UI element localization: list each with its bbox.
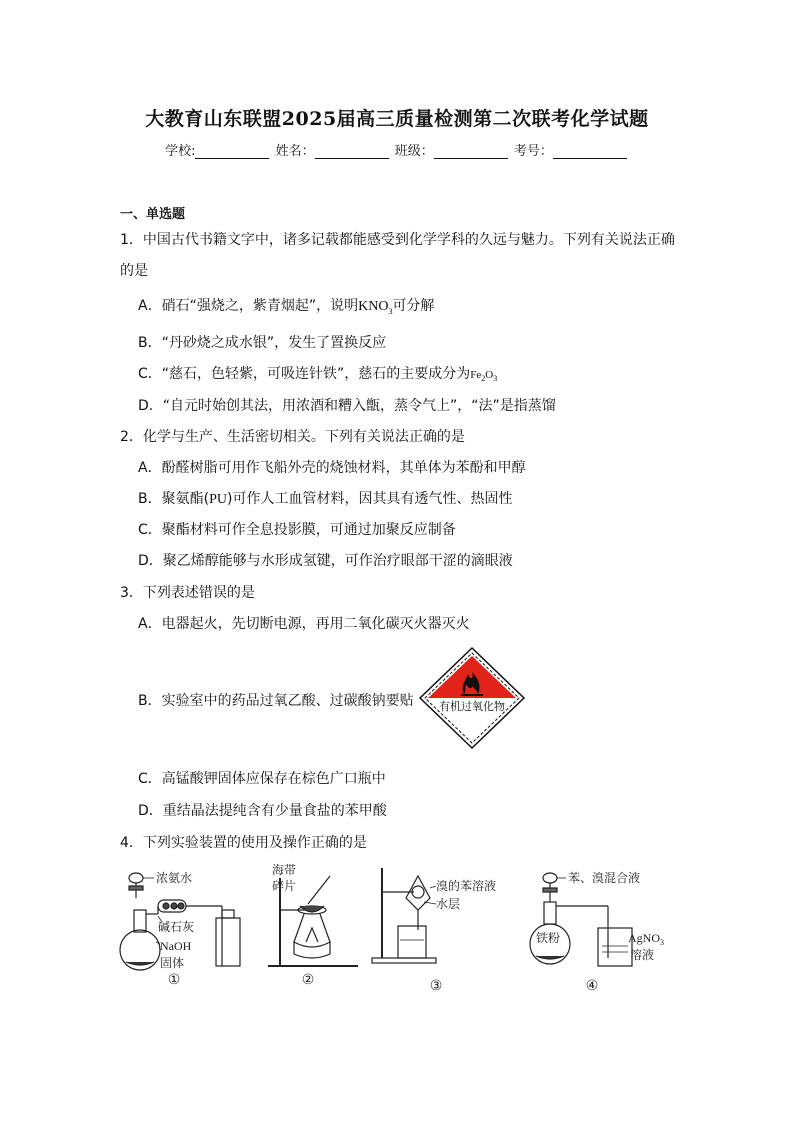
school-label: 学校: xyxy=(165,144,196,159)
app2-label-seaweed: 海带 xyxy=(272,863,297,877)
app3-label-water: 水层 xyxy=(436,897,461,911)
q3-option-a: A．电器起火，先切断电源，再用二氧化碳灭火器灭火 xyxy=(138,616,470,632)
q1-option-a: A．硝石“强烧之，紫青烟起”，说明$KNO_3$可分解 xyxy=(138,298,435,316)
app3-number: ③ xyxy=(429,978,443,994)
q2-option-b: B．聚氨酯(PU)可作人工血管材料，因其具有透气性、热固性 xyxy=(138,491,513,507)
app4-label-iron: 铁粉 xyxy=(536,931,561,945)
name-blank[interactable] xyxy=(315,144,389,159)
formula-kno3: $KNO_3$ xyxy=(358,299,393,316)
q3-option-c: C．高锰酸钾固体应保存在棕色广口瓶中 xyxy=(138,771,386,787)
label-text: 有机过氧化物 xyxy=(439,700,505,713)
formula-fe2o3: $Fe_2O_3$ xyxy=(470,369,498,384)
q2-option-c: C．聚酯材料可作全息投影膜，可通过加聚反应制备 xyxy=(138,522,456,538)
q2-option-d: D．聚乙烯醇能够与水形成氢键，可作治疗眼部干涩的滴眼液 xyxy=(138,553,513,569)
q3-stem: 3．下列表述错误的是 xyxy=(120,585,255,601)
app1-label-naoh: NaOH xyxy=(160,939,192,953)
app1-label-sodalime: 碱石灰 xyxy=(158,920,195,934)
app1-number: ① xyxy=(167,972,181,988)
q3-option-b: B．实验室中的药品过氧乙酸、过碳酸钠要贴 xyxy=(138,693,414,709)
q1-stem-line1: 1．中国古代书籍文字中，诸多记载都能感受到化学学科的久远与魅力。下列有关说法正确 xyxy=(120,232,675,248)
app3-label-bromine: 溴的苯溶液 xyxy=(436,879,497,893)
q1-option-b: B．“丹砂烧之成水银”，发生了置换反应 xyxy=(138,335,387,351)
app4-label-solution: 溶液 xyxy=(630,948,655,962)
page-title: 大教育山东联盟2025届高三质量检测第二次联考化学试题 xyxy=(145,108,649,130)
app2-number: ② xyxy=(301,972,315,988)
q1-option-d: D．“自元时始创其法，用浓酒和糟入甑，蒸令气上”，“法”是指蒸馏 xyxy=(138,398,556,414)
q2-option-a: A．酚醛树脂可用作飞船外壳的烧蚀材料，其单体为苯酚和甲醇 xyxy=(138,460,526,476)
school-blank[interactable] xyxy=(195,144,269,159)
student-info-line xyxy=(0,140,794,159)
number-label: 考号： xyxy=(513,144,553,159)
apparatus-4 xyxy=(530,873,632,966)
q4-stem: 4．下列实验装置的使用及操作正确的是 xyxy=(120,835,367,851)
q1-stem-line2: 的是 xyxy=(120,263,148,279)
q1-option-c: C．“慈石，色轻紫，可吸连针铁”，慈石的主要成分为$Fe_2O_3$ xyxy=(138,366,498,384)
section-heading: 一、单选题 xyxy=(120,207,186,222)
apparatus-3 xyxy=(372,868,436,963)
app2-label-pieces: 碎片 xyxy=(272,879,297,893)
q3-option-d: D．重结晶法提纯含有少量食盐的苯甲酸 xyxy=(138,803,387,819)
class-blank[interactable] xyxy=(434,144,508,159)
q2-stem: 2．化学与生产、生活密切相关。下列有关说法正确的是 xyxy=(120,429,465,445)
organic-peroxide-hazard-label xyxy=(418,646,526,750)
name-label: 姓名： xyxy=(275,144,315,159)
apparatus-figure xyxy=(118,858,678,998)
app1-label-ammonia: 浓氨水 xyxy=(156,871,193,885)
number-blank[interactable] xyxy=(553,144,627,159)
app4-label-agno: AgNO$_3$ xyxy=(628,931,664,947)
app4-label-mixture: 苯、溴混合液 xyxy=(568,871,641,885)
app1-label-solid: 固体 xyxy=(160,956,185,970)
app4-number: ④ xyxy=(585,978,599,994)
class-label: 班级： xyxy=(394,144,434,159)
